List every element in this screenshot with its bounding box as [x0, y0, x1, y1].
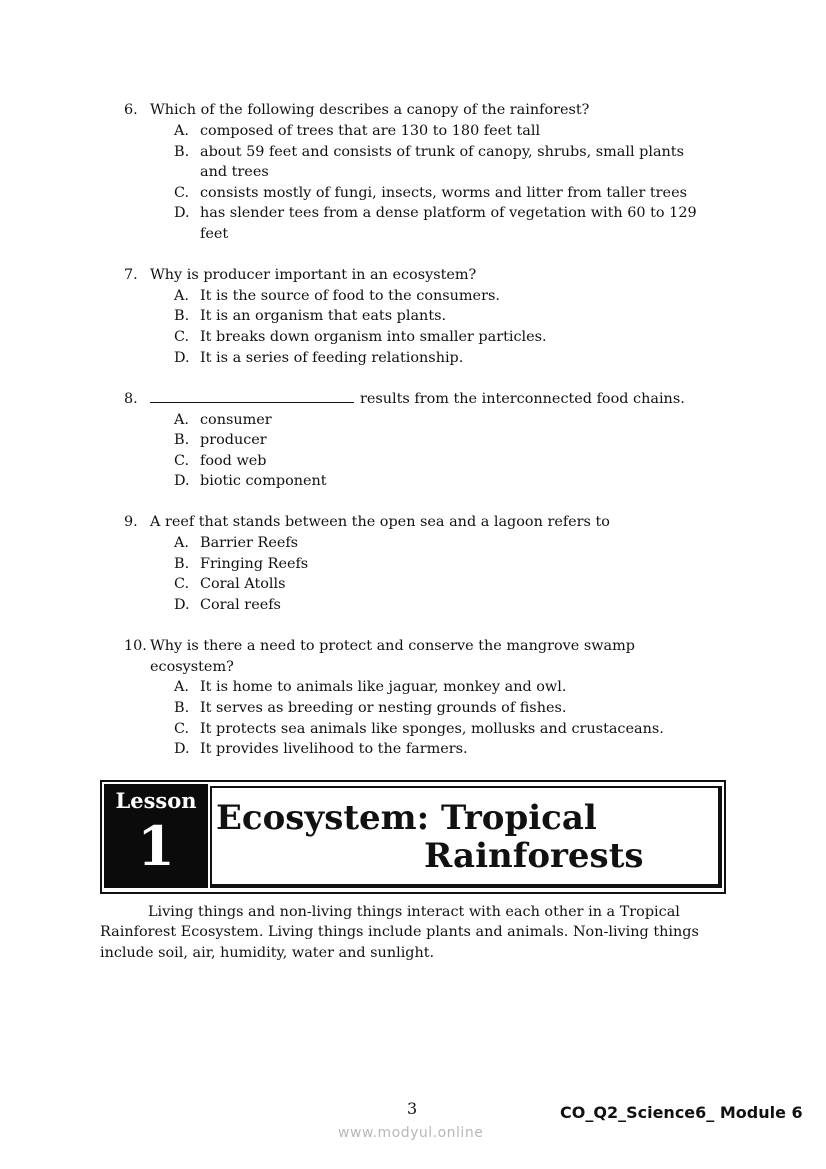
option-text: It is the source of food to the consumers. [200, 288, 500, 304]
question-stem-with-blank [150, 389, 685, 409]
question-stem: Why is producer important in an ecosystem? [150, 267, 477, 283]
question-stem: Which of the following describes a canopy of the rainforest? [150, 102, 590, 118]
option-text: food web [200, 453, 267, 469]
option-text: It is home to animals like jaguar, monkey and owl. [200, 679, 567, 695]
option-text: It is a series of feeding relationship. [200, 350, 464, 366]
paragraph-line: Rainforest Ecosystem. Living things include plants and animals. Non-living things [100, 924, 699, 940]
page-number: 3 [407, 1099, 418, 1118]
option-text: composed of trees that are 130 to 180 feet tall [200, 123, 541, 139]
option-text: It provides livelihood to the farmers. [200, 741, 468, 757]
option-text-cont: feet [200, 226, 229, 242]
option-letter: D. [174, 350, 190, 366]
option-letter: B. [174, 308, 190, 324]
option-text: Fringing Reefs [200, 556, 309, 572]
option-text: consists mostly of fungi, insects, worms and litter from taller trees [200, 185, 687, 201]
option-letter: A. [174, 288, 189, 304]
option-letter: C. [174, 185, 190, 201]
lesson-label: Lesson [115, 788, 197, 813]
question-number: 6. [124, 102, 138, 118]
option-letter: A. [174, 679, 189, 695]
option-text: consumer [200, 412, 272, 428]
option-letter: D. [174, 205, 190, 221]
option-text: It protects sea animals like sponges, mollusks and crustaceans. [200, 721, 664, 737]
lesson-title-line2: Rainforests [424, 836, 644, 876]
option-letter: B. [174, 700, 190, 716]
question-number: 8. [124, 391, 138, 407]
option-text-cont: and trees [200, 164, 269, 180]
option-letter: D. [174, 741, 190, 757]
option-letter: B. [174, 556, 190, 572]
option-letter: C. [174, 721, 190, 737]
question-stem-cont: ecosystem? [150, 659, 234, 675]
paragraph-line: include soil, air, humidity, water and sunlight. [100, 945, 435, 961]
question-number: 9. [124, 514, 138, 530]
option-text: biotic component [200, 473, 327, 489]
lesson-title-line1: Ecosystem: Tropical [216, 798, 597, 838]
option-text: has slender tees from a dense platform of vegetation with 60 to 129 [200, 205, 697, 221]
watermark: www.modyul.online [338, 1125, 484, 1141]
option-text: It breaks down organism into smaller particles. [200, 329, 547, 345]
question-number: 10. [124, 638, 147, 654]
option-text: It serves as breeding or nesting grounds of fishes. [200, 700, 567, 716]
module-code: CO_Q2_Science6_ Module 6 [560, 1103, 803, 1122]
option-letter: D. [174, 597, 190, 613]
option-text: about 59 feet and consists of trunk of canopy, shrubs, small plants [200, 144, 684, 160]
option-text: It is an organism that eats plants. [200, 308, 447, 324]
answer-blank [150, 402, 354, 403]
question-stem: results from the interconnected food chains. [360, 391, 685, 407]
question-stem: Why is there a need to protect and conserve the mangrove swamp [150, 638, 635, 654]
option-letter: C. [174, 329, 190, 345]
option-letter: C. [174, 453, 190, 469]
lesson-number: 1 [137, 814, 175, 878]
option-letter: A. [174, 535, 189, 551]
paragraph-line: Living things and non-living things interact with each other in a Tropical [148, 904, 680, 920]
lesson-badge [104, 784, 208, 888]
question-number: 7. [124, 267, 138, 283]
option-text: Coral reefs [200, 597, 281, 613]
option-letter: C. [174, 576, 190, 592]
question-stem: A reef that stands between the open sea and a lagoon refers to [150, 514, 610, 530]
option-letter: A. [174, 123, 189, 139]
option-text: Coral Atolls [200, 576, 286, 592]
option-letter: B. [174, 144, 190, 160]
option-text: producer [200, 432, 267, 448]
option-letter: A. [174, 412, 189, 428]
option-text: Barrier Reefs [200, 535, 299, 551]
option-letter: B. [174, 432, 190, 448]
option-letter: D. [174, 473, 190, 489]
